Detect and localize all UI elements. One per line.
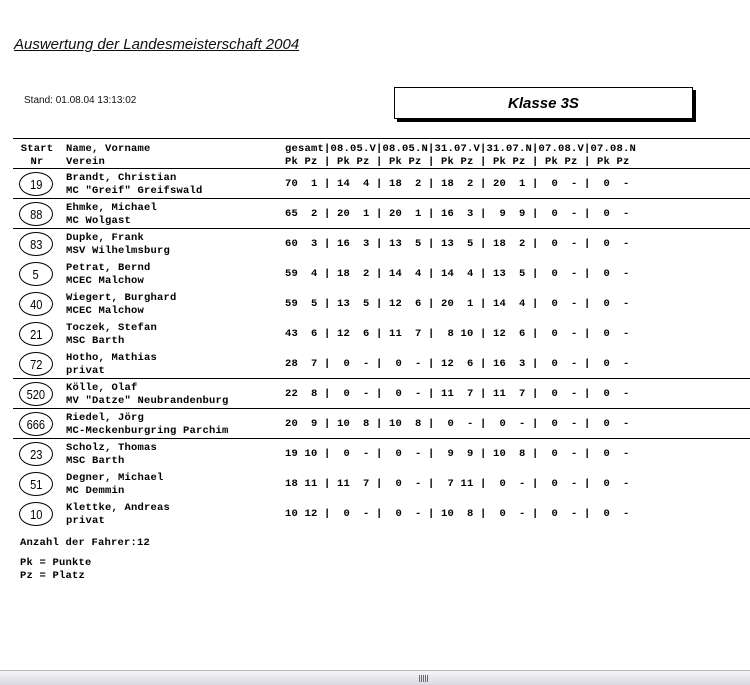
header-top-line <box>13 138 750 139</box>
start-number: 23 <box>29 446 43 462</box>
driver-count: Anzahl der Fahrer:12 <box>20 537 151 549</box>
driver-club: MSV Wilhelmsburg <box>66 245 171 257</box>
driver-club: MCEC Malchow <box>66 305 145 317</box>
driver-name: Petrat, Bernd <box>66 262 151 274</box>
report-title: Auswertung der Landesmeisterschaft 2004 <box>14 36 300 53</box>
driver-club: MC-Meckenburgring Parchim <box>66 425 229 437</box>
start-number: 5 <box>32 266 40 282</box>
class-label: Klasse 3S <box>508 94 579 112</box>
start-number-badge <box>19 412 53 436</box>
driver-info <box>66 202 157 228</box>
driver-club: MC "Greif" Greifswald <box>66 185 203 197</box>
table-row <box>0 439 750 469</box>
table-row <box>0 289 750 319</box>
start-number-badge <box>19 472 53 496</box>
start-number-badge <box>19 442 53 466</box>
driver-club: MSC Barth <box>66 455 125 467</box>
driver-name: Toczek, Stefan <box>66 322 158 334</box>
driver-scores: 70 1 | 14 4 | 18 2 | 18 2 | 20 1 | 0 - | 0 - <box>285 178 630 190</box>
driver-name: Scholz, Thomas <box>66 442 158 454</box>
driver-info <box>66 472 164 498</box>
table-row <box>0 259 750 289</box>
driver-name: Ehmke, Michael <box>66 202 158 214</box>
driver-club: privat <box>66 515 106 527</box>
driver-name: Hotho, Mathias <box>66 352 158 364</box>
start-number: 10 <box>29 506 43 522</box>
driver-club: MCEC Malchow <box>66 275 145 287</box>
driver-club: MC Wolgast <box>66 215 132 227</box>
class-box <box>394 87 693 119</box>
table-row <box>0 229 750 259</box>
legend-pz: Pz = Platz <box>20 570 86 582</box>
driver-scores: 20 9 | 10 8 | 10 8 | 0 - | 0 - | 0 - | 0 - <box>285 418 630 430</box>
driver-info <box>66 292 177 318</box>
header-verein-label: Verein <box>66 156 106 168</box>
header-dates: gesamt|08.05.V|08.05.N|31.07.V|31.07.N|07.08.V|07.08.N <box>285 143 637 155</box>
driver-club: privat <box>66 365 106 377</box>
header-columns <box>285 143 636 169</box>
start-number: 51 <box>29 476 43 492</box>
driver-info <box>66 262 151 288</box>
header-name-label: Name, Vorname <box>66 143 151 155</box>
driver-scores: 28 7 | 0 - | 0 - | 12 6 | 16 3 | 0 - | 0 - <box>285 358 630 370</box>
start-number: 19 <box>29 176 43 192</box>
stand-timestamp: Stand: 01.08.04 13:13:02 <box>24 95 137 106</box>
driver-club: MC Demmin <box>66 485 125 497</box>
start-number-badge <box>19 262 53 286</box>
driver-name: Degner, Michael <box>66 472 164 484</box>
start-number: 21 <box>29 326 43 342</box>
header-nr-label: Nr <box>30 156 44 168</box>
driver-info <box>66 412 229 438</box>
driver-info <box>66 172 203 198</box>
driver-info <box>66 232 170 258</box>
table-row <box>0 469 750 499</box>
table-row <box>0 319 750 349</box>
driver-club: MSC Barth <box>66 335 125 347</box>
grip-icon[interactable] <box>419 675 428 682</box>
driver-scores: 10 12 | 0 - | 0 - | 10 8 | 0 - | 0 - | 0 - <box>285 508 630 520</box>
driver-info <box>66 442 157 468</box>
driver-info <box>66 352 157 378</box>
table-row <box>0 349 750 379</box>
driver-name: Brandt, Christian <box>66 172 177 184</box>
driver-info <box>66 322 157 348</box>
start-number: 520 <box>26 386 46 402</box>
start-number-badge <box>19 172 53 196</box>
start-number: 83 <box>29 236 43 252</box>
header-pk-pz: Pk Pz | Pk Pz | Pk Pz | Pk Pz | Pk Pz | Pk Pz | Pk Pz <box>285 156 630 168</box>
driver-club: MV "Datze" Neubrandenburg <box>66 395 229 407</box>
table-row <box>0 409 750 439</box>
driver-info <box>66 382 229 408</box>
driver-scores: 43 6 | 12 6 | 11 7 | 8 10 | 12 6 | 0 - | 0 - <box>285 328 630 340</box>
horizontal-scrollbar[interactable] <box>0 670 750 685</box>
table-row <box>0 169 750 199</box>
start-number-badge <box>19 292 53 316</box>
start-number: 40 <box>29 296 43 312</box>
driver-scores: 19 10 | 0 - | 0 - | 9 9 | 10 8 | 0 - | 0 - <box>285 448 630 460</box>
start-number: 72 <box>29 356 43 372</box>
legend-pk: Pk = Punkte <box>20 557 92 569</box>
start-number-badge <box>19 322 53 346</box>
driver-scores: 18 11 | 11 7 | 0 - | 7 11 | 0 - | 0 - | 0 - <box>285 478 630 490</box>
driver-info <box>66 502 170 528</box>
start-number: 666 <box>26 416 46 432</box>
start-number: 88 <box>29 206 43 222</box>
driver-scores: 65 2 | 20 1 | 20 1 | 16 3 | 9 9 | 0 - | 0 - <box>285 208 630 220</box>
driver-name: Klettke, Andreas <box>66 502 171 514</box>
driver-name: Riedel, Jörg <box>66 412 145 424</box>
start-number-badge <box>19 202 53 226</box>
header-name <box>66 143 151 169</box>
driver-name: Dupke, Frank <box>66 232 145 244</box>
driver-scores: 22 8 | 0 - | 0 - | 11 7 | 11 7 | 0 - | 0 - <box>285 388 630 400</box>
table-row <box>0 379 750 409</box>
table-row <box>0 499 750 529</box>
header-start-nr <box>19 143 55 169</box>
start-number-badge <box>19 502 53 526</box>
driver-name: Wiegert, Burghard <box>66 292 177 304</box>
start-number-badge <box>19 352 53 376</box>
table-row <box>0 199 750 229</box>
start-number-badge <box>19 232 53 256</box>
driver-scores: 59 5 | 13 5 | 12 6 | 20 1 | 14 4 | 0 - | 0 - <box>285 298 630 310</box>
header-start-label: Start <box>20 143 54 155</box>
start-number-badge <box>19 382 53 406</box>
driver-name: Kölle, Olaf <box>66 382 138 394</box>
driver-scores: 59 4 | 18 2 | 14 4 | 14 4 | 13 5 | 0 - | 0 - <box>285 268 630 280</box>
driver-scores: 60 3 | 16 3 | 13 5 | 13 5 | 18 2 | 0 - | 0 - <box>285 238 630 250</box>
